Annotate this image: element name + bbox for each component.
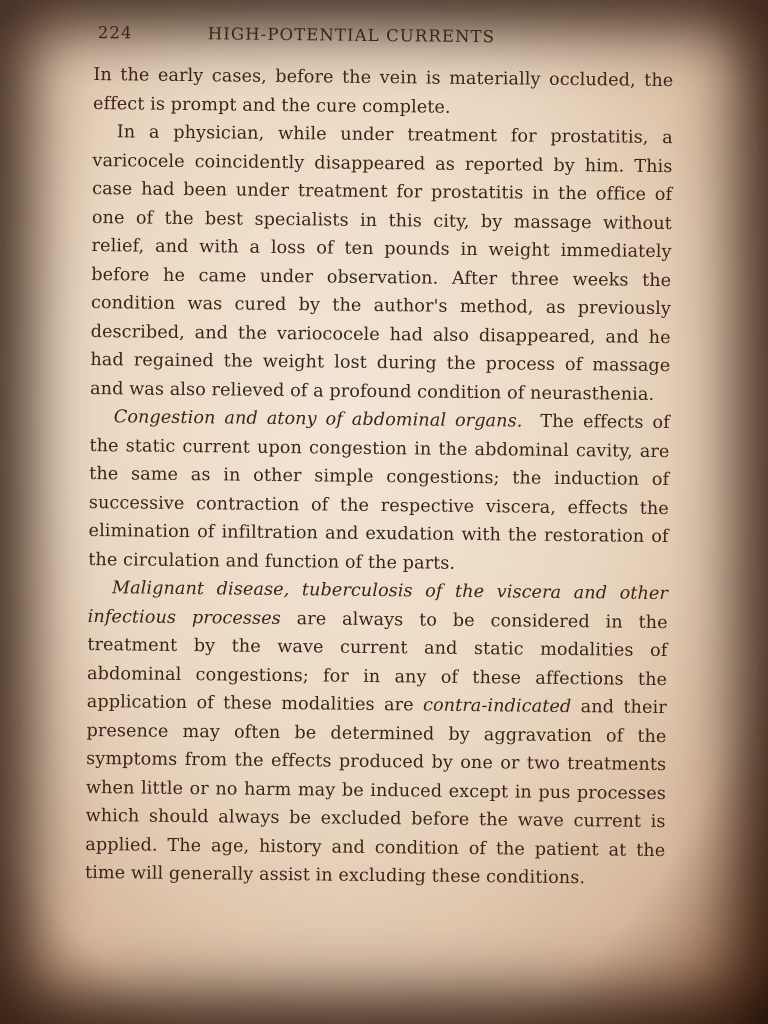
page-number: 224: [97, 23, 133, 43]
paragraph-malignant-text-b: and their presence may often be determined by aggravation of the symptoms from the effects produced by one or two treatments when little or no harm may be induced except in pus processes which should always be excluded before the wave current is applied. The age, history and condition of the patient at the time will generally assist in excluding these conditions.: [84, 697, 667, 889]
paragraph-congestion: [72, 403, 674, 580]
paragraph-malignant-text-a: are always to be considered in the treatment by the wave current and static modalities of abdominal congestions; for in any of these affections the application of these modalities are: [86, 608, 668, 716]
book-page: [68, 15, 678, 1001]
body-text: [69, 61, 678, 894]
paragraph-continued: In the early cases, before the vein is materially occluded, the effect is prompt and the cure complete.: [92, 65, 674, 118]
running-head: [78, 15, 678, 55]
emphasis-contra-indicated: contra-indicated: [422, 695, 572, 718]
paragraph-congestion-text: The effects of the static current upon congestion in the abdominal cavity, are the same as in other simple congestions; the induction of successive contraction of the respective viscera, effects the elimination of infiltration and exudation with the restoration of the circulation and function of the parts.: [88, 411, 670, 574]
paragraph-physician-case: In a physician, while under treatment for prostatitis, a varicocele coincidently disappeared as reported by him. This case had been under treatment for prostatitis in the office of one of the best specialists in this city, by massage without relief, and with a loss of ten pounds in weight immediately before he came under observation. After three weeks the condition was cured by the author's method, as previously described, and the variococele had also disappeared, and he had regained the weight lost during the process of massage and was also relieved of a profound condition of neurasthenia.: [89, 122, 673, 405]
running-title: HIGH-POTENTIAL CURRENTS: [207, 24, 496, 47]
paragraph-malignant: [69, 574, 672, 894]
section-heading-malignant: Malignant disease, tuberculosis of the viscera and other infectious processes: [87, 578, 669, 629]
section-heading-congestion: Congestion and atony of abdominal organs.: [113, 407, 523, 432]
